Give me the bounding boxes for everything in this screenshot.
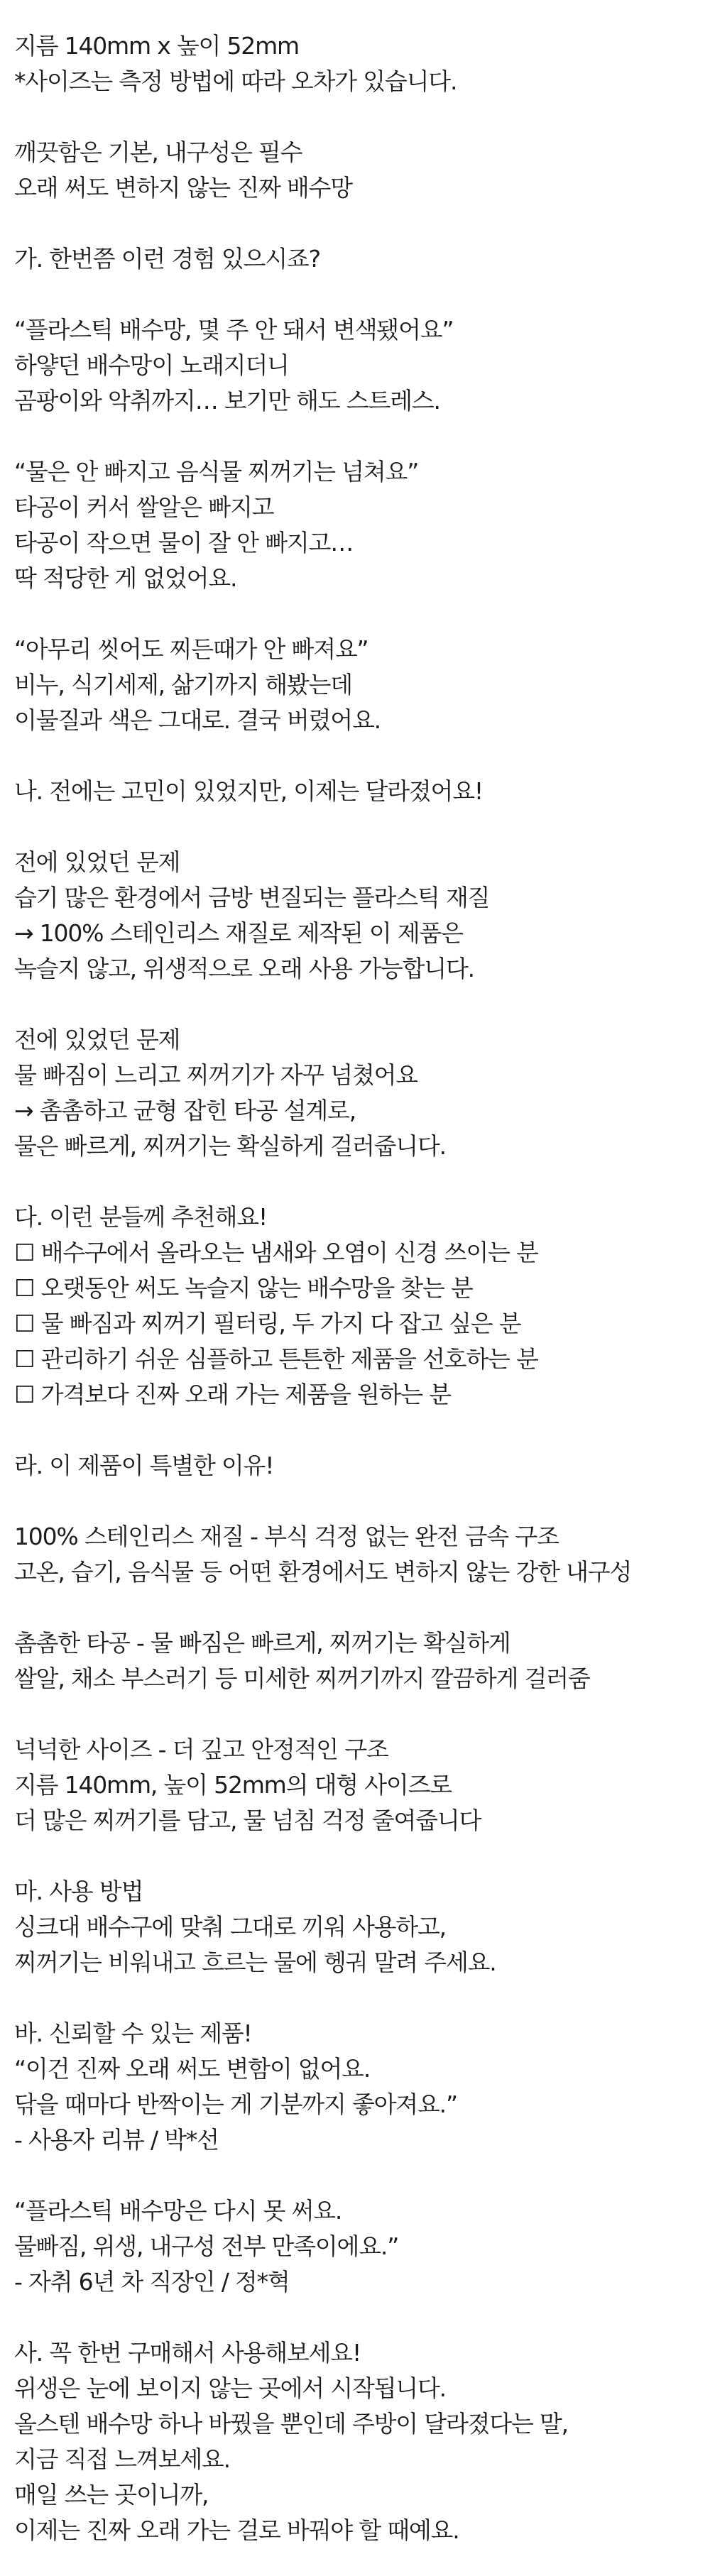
text-block: [14, 845, 696, 987]
text-line: 녹슬지 않고, 위생적으로 오래 사용 가능합니다.: [14, 955, 474, 982]
text-block: [14, 454, 696, 596]
text-line: 고온, 습기, 음식물 등 어떤 환경에서도 변하지 않는 강한 내구성: [14, 1558, 632, 1586]
text-line: “아무리 씻어도 찌든때가 안 빠져요”: [14, 635, 368, 663]
text-block: [14, 28, 696, 99]
text-line: 쌀알, 채소 부스러기 등 미세한 찌꺼기까지 깔끔하게 걸러줌: [14, 1665, 590, 1692]
text-line: 물빠짐, 위생, 내구성 전부 만족이에요.”: [14, 2232, 399, 2260]
text-block: [14, 2335, 696, 2548]
text-line: 타공이 커서 쌀알은 빠지고: [14, 493, 274, 521]
text-line: 물은 빠르게, 찌꺼기는 확실하게 걸러줍니다.: [14, 1132, 446, 1160]
text-line: 찌꺼기는 비워내고 흐르는 물에 헹궈 말려 주세요.: [14, 1949, 496, 1976]
text-line: ☐ 배수구에서 올라오는 냄새와 오염이 신경 쓰이는 분: [14, 1239, 538, 1266]
text-block: [14, 1022, 696, 1164]
text-line: 사. 꼭 한번 구매해서 사용해보세요!: [14, 2339, 361, 2367]
text-line: 나. 전에는 고민이 있었지만, 이제는 달라졌어요!: [14, 777, 483, 805]
text-block: [14, 774, 696, 809]
text-line: → 촘촘하고 균형 잡힌 타공 설계로,: [14, 1097, 356, 1124]
text-line: 딱 적당한 게 없었어요.: [14, 564, 237, 592]
text-line: 깨끗함은 기본, 내구성은 필수: [14, 138, 302, 166]
text-line: 넉넉한 사이즈 - 더 깊고 안정적인 구조: [14, 1736, 388, 1763]
text-block: [14, 1626, 696, 1697]
text-line: → 100% 스테인리스 재질로 제작된 이 제품은: [14, 919, 463, 947]
text-block: [14, 1732, 696, 1838]
text-line: ☐ 가격보다 진짜 오래 가는 제품을 원하는 분: [14, 1381, 451, 1408]
text-line: *사이즈는 측정 방법에 따라 오차가 있습니다.: [14, 67, 457, 95]
text-block: [14, 312, 696, 419]
text-line: 전에 있었던 문제: [14, 1026, 180, 1053]
text-line: 라. 이 제품이 특별한 이유!: [14, 1452, 274, 1479]
text-line: 가. 한번쯤 이런 경험 있으시죠?: [14, 245, 320, 273]
text-block: [14, 1448, 696, 1484]
text-line: 지름 140mm, 높이 52mm의 대형 사이즈로: [14, 1771, 452, 1799]
text-line: 마. 사용 방법: [14, 1878, 143, 1905]
text-line: 물 빠짐이 느리고 찌꺼기가 자꾸 넘쳤어요: [14, 1061, 417, 1089]
text-line: 촘촘한 타공 - 물 빠짐은 빠르게, 찌꺼기는 확실하게: [14, 1629, 510, 1657]
text-line: 다. 이런 분들께 추천해요!: [14, 1203, 267, 1231]
text-line: 매일 쓰는 곳이니까,: [14, 2481, 209, 2509]
text-block: [14, 241, 696, 277]
text-line: “플라스틱 배수망은 다시 못 써요.: [14, 2197, 342, 2225]
text-line: - 자취 6년 차 직장인 / 정*혁: [14, 2268, 290, 2296]
text-line: 전에 있었던 문제: [14, 848, 180, 876]
text-block: [14, 1200, 696, 1413]
text-line: ☐ 관리하기 쉬운 심플하고 튼튼한 제품을 선호하는 분: [14, 1345, 538, 1373]
text-line: 싱크대 배수구에 맞춰 그대로 끼워 사용하고,: [14, 1913, 446, 1941]
text-line: 오래 써도 변하지 않는 진짜 배수망: [14, 174, 352, 202]
text-block: [14, 2016, 696, 2158]
text-line: ☐ 물 빠짐과 찌꺼기 필터링, 두 가지 다 잡고 싶은 분: [14, 1310, 521, 1337]
text-line: 더 많은 찌꺼기를 담고, 물 넘침 걱정 줄여줍니다: [14, 1807, 481, 1834]
text-line: - 사용자 리뷰 / 박*선: [14, 2126, 219, 2154]
text-line: ☐ 오랫동안 써도 녹슬지 않는 배수망을 찾는 분: [14, 1274, 473, 1302]
text-line: 이물질과 색은 그대로. 결국 버렸어요.: [14, 706, 381, 734]
text-line: “이건 진짜 오래 써도 변함이 없어요.: [14, 2055, 371, 2083]
text-line: 곰팡이와 악취까지… 보기만 해도 스트레스.: [14, 387, 440, 415]
text-block: [14, 632, 696, 738]
text-line: “물은 안 빠지고 음식물 찌꺼기는 넘쳐요”: [14, 458, 419, 486]
text-line: “플라스틱 배수망, 몇 주 안 돼서 변색됐어요”: [14, 316, 454, 344]
text-line: 비누, 식기세제, 삶기까지 해봤는데: [14, 671, 352, 698]
text-line: 닦을 때마다 반짝이는 게 기분까지 좋아져요.”: [14, 2090, 457, 2118]
text-line: 바. 신뢰할 수 있는 제품!: [14, 2019, 252, 2047]
text-line: 이제는 진짜 오래 가는 걸로 바꿔야 할 때예요.: [14, 2516, 459, 2544]
text-line: 100% 스테인리스 재질 - 부식 걱정 없는 완전 금속 구조: [14, 1523, 559, 1550]
text-block: [14, 1874, 696, 1980]
text-block: [14, 2193, 696, 2300]
text-line: 지름 140mm x 높이 52mm: [14, 32, 299, 60]
text-line: 올스텐 배수망 하나 바꿨을 뿐인데 주방이 달라졌다는 말,: [14, 2410, 568, 2438]
text-block: [14, 135, 696, 206]
text-line: 하얗던 배수망이 노래지더니: [14, 351, 289, 379]
text-block: [14, 1519, 696, 1590]
text-line: 위생은 눈에 보이지 않는 곳에서 시작됩니다.: [14, 2374, 446, 2402]
text-line: 타공이 작으면 물이 잘 안 빠지고…: [14, 529, 354, 557]
text-line: 습기 많은 환경에서 금방 변질되는 플라스틱 재질: [14, 884, 490, 911]
text-line: 지금 직접 느껴보세요.: [14, 2445, 230, 2473]
